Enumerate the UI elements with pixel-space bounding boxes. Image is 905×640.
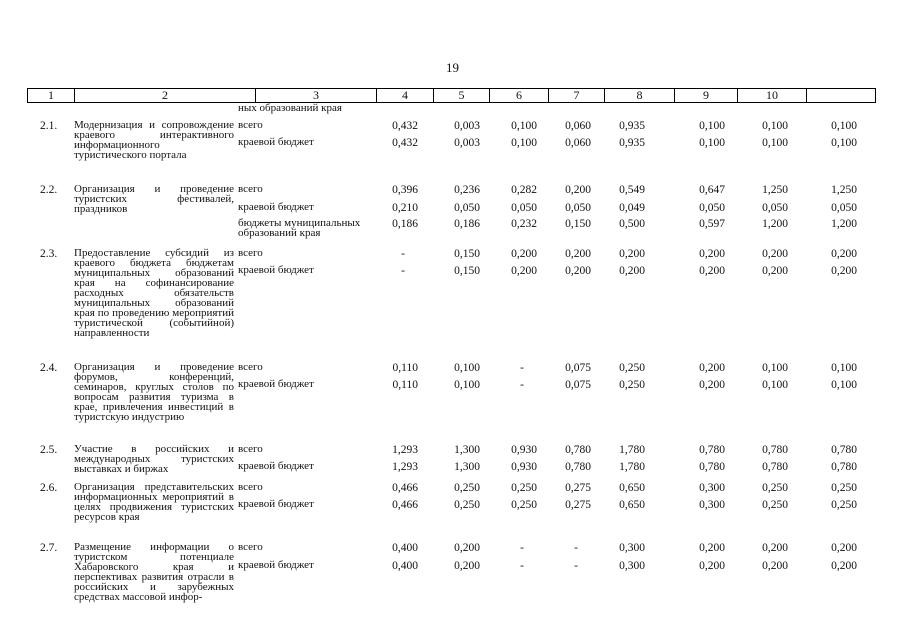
value-cell: 0,300 <box>699 499 725 511</box>
activity-name: Размещение информации о туристском потенциале Хабаровского края и перспективах развития отрасли в российских и зарубежных средствах массовой инфор- <box>74 541 234 603</box>
value-cell: 0,236 <box>454 184 480 196</box>
value-cell: 0,200 <box>699 560 725 572</box>
row-number: 2.6. <box>40 482 58 494</box>
activity-name: Организация и проведение форумов, конференций, семинаров, круглых столов по вопросам развития туризма в крае, привлечения инвестиций в туристскую индустрию <box>74 361 234 423</box>
value-cell: 0,300 <box>699 482 725 494</box>
funding-source: краевой бюджет <box>238 559 314 571</box>
value-cell: 0,282 <box>511 184 537 196</box>
value-cell: 0,186 <box>392 218 418 230</box>
activity-name: Организация представительских информационных мероприятий в целях продвижения туристских ресурсов края <box>74 481 234 523</box>
value-cell: 0,100 <box>454 362 480 374</box>
value-cell: 0,250 <box>762 482 788 494</box>
header-cell-10: 10 <box>738 89 807 102</box>
value-cell: 0,100 <box>831 379 857 391</box>
funding-source: краевой бюджет <box>238 460 314 472</box>
funding-source: краевой бюджет <box>238 136 314 148</box>
header-cell-6: 6 <box>490 89 549 102</box>
value-cell: 0,100 <box>762 137 788 149</box>
value-cell: 0,250 <box>454 499 480 511</box>
value-cell: 0,200 <box>831 560 857 572</box>
value-cell: 0,300 <box>619 560 645 572</box>
funding-source: всего <box>238 443 263 455</box>
value-cell: - <box>401 265 405 277</box>
value-cell: 0,200 <box>699 379 725 391</box>
value-cell: 0,200 <box>619 248 645 260</box>
row-number: 2.5. <box>40 444 58 456</box>
value-cell: 0,110 <box>392 362 418 374</box>
value-cell: 0,100 <box>762 379 788 391</box>
value-cell: 0,100 <box>831 120 857 132</box>
value-cell: 1,780 <box>619 444 645 456</box>
value-cell: 0,100 <box>831 137 857 149</box>
value-cell: 0,200 <box>565 265 591 277</box>
activity-name: Организация и проведение туристских фестивалей, праздников <box>74 183 234 215</box>
value-cell: 0,003 <box>454 137 480 149</box>
header-cell-5: 5 <box>434 89 490 102</box>
value-cell: 0,250 <box>762 499 788 511</box>
value-cell: 0,780 <box>831 461 857 473</box>
table-header-row <box>27 88 876 103</box>
value-cell: 0,432 <box>392 120 418 132</box>
value-cell: 0,396 <box>392 184 418 196</box>
value-cell: 1,293 <box>392 461 418 473</box>
value-cell: 0,200 <box>762 265 788 277</box>
value-cell: 0,075 <box>565 362 591 374</box>
value-cell: 0,650 <box>619 499 645 511</box>
header-cell-4: 4 <box>377 89 434 102</box>
value-cell: 0,466 <box>392 499 418 511</box>
page-number: 19 <box>446 60 459 75</box>
value-cell: 0,200 <box>454 560 480 572</box>
value-cell: 0,200 <box>699 542 725 554</box>
value-cell: 0,780 <box>762 444 788 456</box>
funding-source: всего <box>238 361 263 373</box>
funding-source: краевой бюджет <box>238 378 314 390</box>
value-cell: - <box>520 362 524 374</box>
value-cell: 1,300 <box>454 444 480 456</box>
continuation-text: ных образований края <box>238 102 342 114</box>
value-cell: 0,075 <box>565 379 591 391</box>
value-cell: 0,200 <box>762 560 788 572</box>
activity-name: Предоставление субсидий из краевого бюджета бюджетам муниципальных образований края на софинансирование расходных обязательств муниципальных образований края по проведению мероприятий туристической (событийной) направленности <box>74 247 234 339</box>
value-cell: 0,935 <box>619 137 645 149</box>
funding-source: всего <box>238 119 263 131</box>
value-cell: - <box>520 542 524 554</box>
value-cell: 0,232 <box>511 218 537 230</box>
value-cell: - <box>520 379 524 391</box>
value-cell: 0,060 <box>565 137 591 149</box>
value-cell: 0,100 <box>699 120 725 132</box>
header-cell-8: 8 <box>605 89 675 102</box>
value-cell: 0,100 <box>831 362 857 374</box>
funding-source: краевой бюджет <box>238 264 314 276</box>
value-cell: 0,650 <box>619 482 645 494</box>
value-cell: 0,466 <box>392 482 418 494</box>
value-cell: 1,293 <box>392 444 418 456</box>
value-cell: 0,400 <box>392 542 418 554</box>
header-cell-2: 2 <box>75 89 256 102</box>
value-cell: 0,110 <box>392 379 418 391</box>
value-cell: 0,200 <box>762 542 788 554</box>
funding-source: краевой бюджет <box>238 201 314 213</box>
value-cell: 0,150 <box>565 218 591 230</box>
value-cell: 1,300 <box>454 461 480 473</box>
value-cell: 0,647 <box>699 184 725 196</box>
value-cell: 0,275 <box>565 482 591 494</box>
value-cell: 0,150 <box>454 248 480 260</box>
value-cell: 0,050 <box>831 202 857 214</box>
header-cell-11 <box>807 89 877 102</box>
activity-name: Модернизация и сопровождение краевого интерактивного информационного туристического портала <box>74 119 234 161</box>
value-cell: 1,200 <box>762 218 788 230</box>
value-cell: 0,250 <box>511 499 537 511</box>
funding-source: всего <box>238 247 263 259</box>
value-cell: 0,200 <box>699 362 725 374</box>
value-cell: 0,200 <box>511 265 537 277</box>
value-cell: 0,549 <box>619 184 645 196</box>
value-cell: 0,150 <box>454 265 480 277</box>
value-cell: 0,200 <box>831 542 857 554</box>
value-cell: 0,300 <box>619 542 645 554</box>
value-cell: 0,250 <box>831 499 857 511</box>
value-cell: 0,780 <box>699 444 725 456</box>
value-cell: 0,250 <box>831 482 857 494</box>
value-cell: 0,186 <box>454 218 480 230</box>
value-cell: 0,200 <box>454 542 480 554</box>
value-cell: 0,780 <box>699 461 725 473</box>
row-number: 2.3. <box>40 248 58 260</box>
value-cell: 0,930 <box>511 461 537 473</box>
value-cell: 0,250 <box>619 362 645 374</box>
funding-source: всего <box>238 481 263 493</box>
value-cell: 0,210 <box>392 202 418 214</box>
value-cell: 0,050 <box>699 202 725 214</box>
value-cell: - <box>401 248 405 260</box>
funding-source: всего <box>238 541 263 553</box>
value-cell: 0,200 <box>619 265 645 277</box>
funding-source: краевой бюджет <box>238 498 314 510</box>
value-cell: 0,275 <box>565 499 591 511</box>
value-cell: 0,100 <box>511 137 537 149</box>
value-cell: 0,930 <box>511 444 537 456</box>
value-cell: 0,935 <box>619 120 645 132</box>
value-cell: 0,200 <box>831 248 857 260</box>
value-cell: 0,780 <box>762 461 788 473</box>
value-cell: 0,500 <box>619 218 645 230</box>
funding-source: всего <box>238 183 263 195</box>
activity-name: Участие в российских и международных туристских выставках и биржах <box>74 443 234 475</box>
row-number: 2.4. <box>40 362 58 374</box>
value-cell: 1,780 <box>619 461 645 473</box>
value-cell: 1,200 <box>831 218 857 230</box>
header-cell-3: 3 <box>256 89 377 102</box>
value-cell: 0,200 <box>762 248 788 260</box>
value-cell: 0,050 <box>454 202 480 214</box>
value-cell: 0,050 <box>511 202 537 214</box>
value-cell: 0,200 <box>699 265 725 277</box>
value-cell: 0,050 <box>565 202 591 214</box>
value-cell: 0,100 <box>762 120 788 132</box>
header-cell-7: 7 <box>549 89 605 102</box>
value-cell: - <box>574 542 578 554</box>
header-cell-9: 9 <box>675 89 738 102</box>
value-cell: 0,200 <box>831 265 857 277</box>
value-cell: 0,250 <box>454 482 480 494</box>
value-cell: 0,200 <box>565 248 591 260</box>
value-cell: 0,780 <box>565 461 591 473</box>
value-cell: 0,060 <box>565 120 591 132</box>
value-cell: 0,100 <box>454 379 480 391</box>
value-cell: 0,250 <box>511 482 537 494</box>
value-cell: 0,049 <box>619 202 645 214</box>
value-cell: 0,400 <box>392 560 418 572</box>
value-cell: 0,780 <box>831 444 857 456</box>
value-cell: 0,780 <box>565 444 591 456</box>
value-cell: 0,200 <box>699 248 725 260</box>
value-cell: 0,100 <box>511 120 537 132</box>
value-cell: 0,100 <box>699 137 725 149</box>
row-number: 2.1. <box>40 120 58 132</box>
funding-source: бюджеты муниципальных образований края <box>238 217 361 239</box>
value-cell: 0,050 <box>762 202 788 214</box>
value-cell: 0,003 <box>454 120 480 132</box>
row-number: 2.7. <box>40 542 58 554</box>
value-cell: 0,250 <box>619 379 645 391</box>
value-cell: 0,432 <box>392 137 418 149</box>
value-cell: 0,597 <box>699 218 725 230</box>
value-cell: 0,200 <box>511 248 537 260</box>
header-cell-1: 1 <box>28 89 75 102</box>
value-cell: 0,200 <box>565 184 591 196</box>
value-cell: 1,250 <box>831 184 857 196</box>
value-cell: - <box>574 560 578 572</box>
value-cell: 1,250 <box>762 184 788 196</box>
value-cell: 0,100 <box>762 362 788 374</box>
value-cell: - <box>520 560 524 572</box>
row-number: 2.2. <box>40 184 58 196</box>
